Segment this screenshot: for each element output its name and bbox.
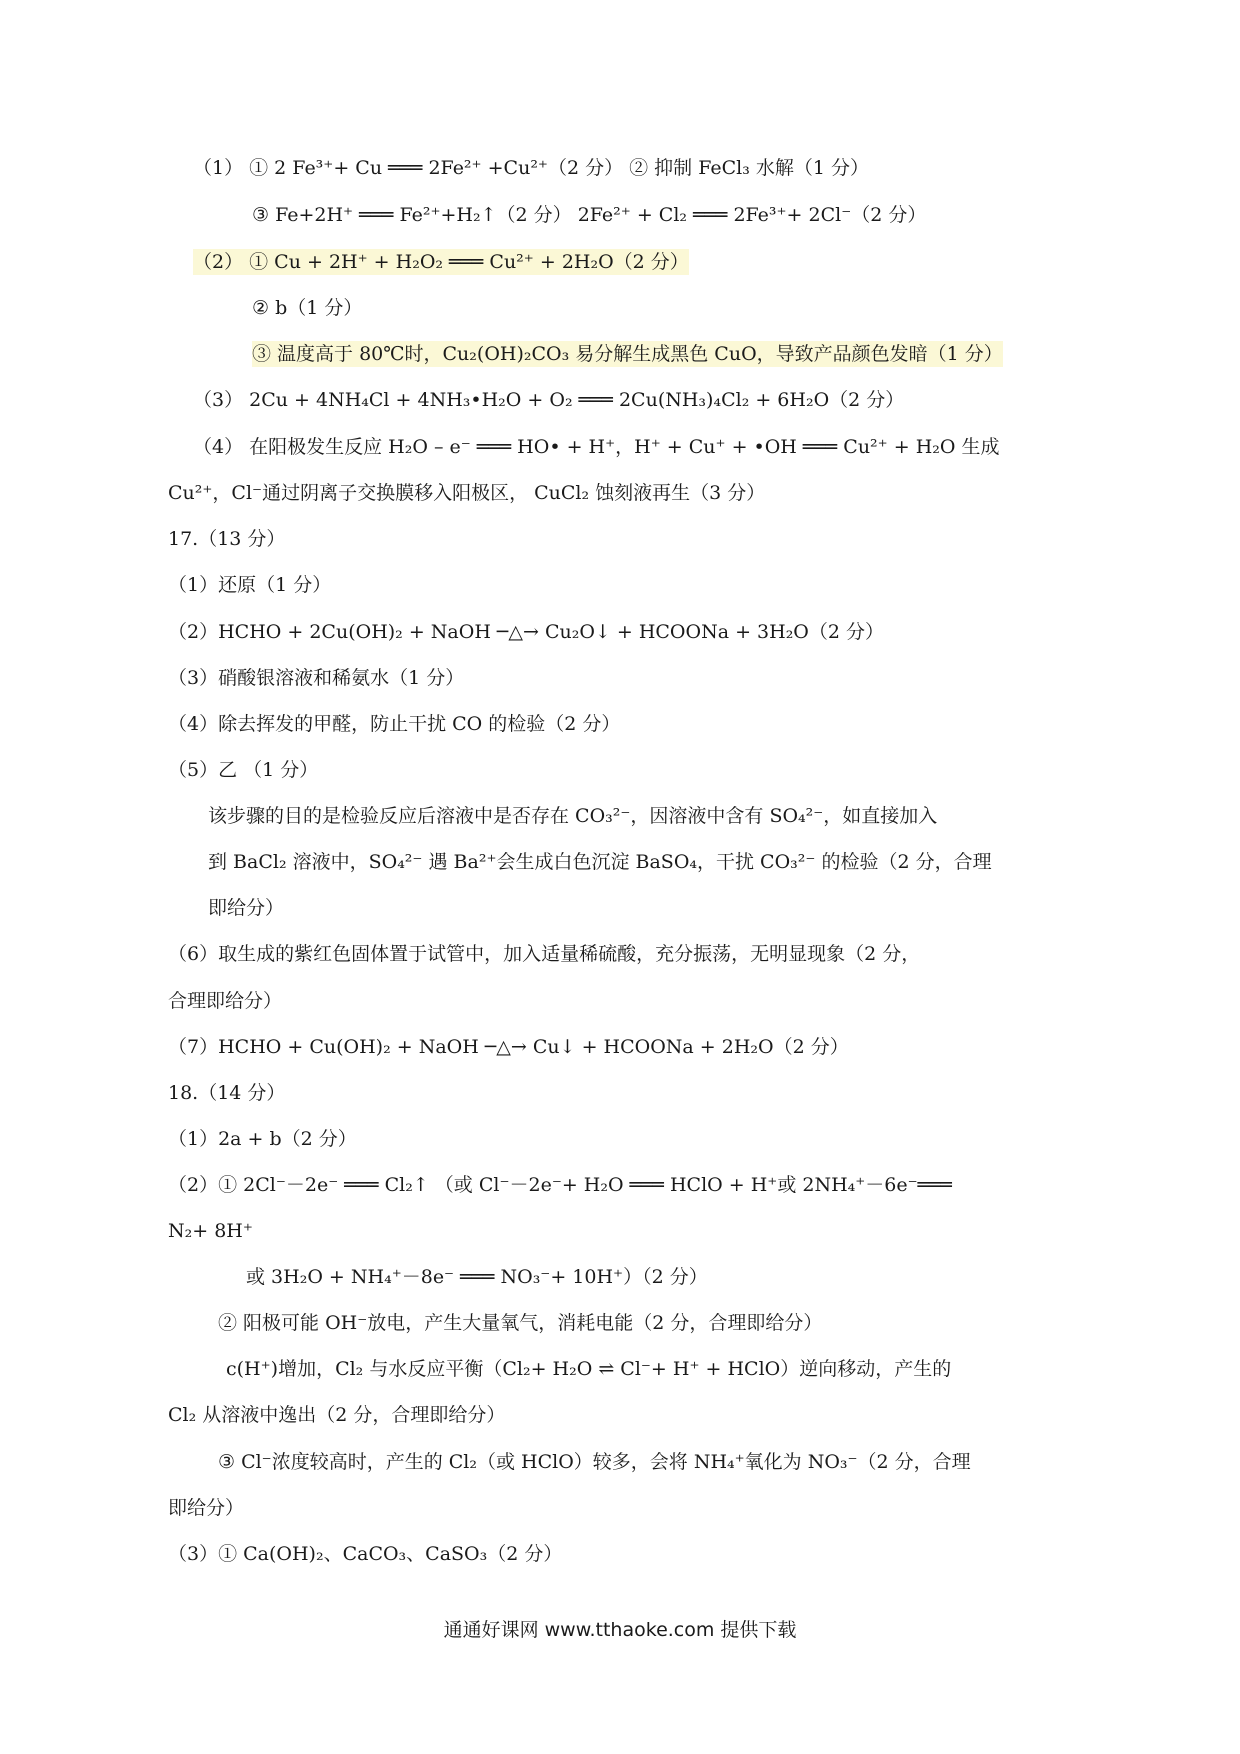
text-line-1: （1） ① 2 Fe³⁺+ Cu ═══ 2Fe²⁺ +Cu²⁺（2 分） ② 抑制 FeCl₃ 水解（1 分） — [193, 157, 869, 179]
text-line-29: ③ Cl⁻浓度较高时，产生的 Cl₂（或 HClO）较多，会将 NH₄⁺氧化为 NO₃⁻（2 分，合理 — [218, 1451, 971, 1473]
text-line-25: 或 3H₂O + NH₄⁺－8e⁻ ═══ NO₃⁻+ 10H⁺）（2 分） — [246, 1266, 708, 1288]
text-line-28: Cl₂ 从溶液中逸出（2 分，合理即给分） — [168, 1404, 506, 1426]
text-line-10: （1）还原（1 分） — [168, 574, 332, 596]
text-line-7: （4） 在阳极发生反应 H₂O – e⁻ ═══ HO• + H⁺，H⁺ + Cu⁺ + •OH ═══ Cu²⁺ + H₂O 生成 — [193, 436, 1000, 458]
text-line-17: 即给分） — [208, 897, 285, 919]
text-line-11: （2）HCHO + 2Cu(OH)₂ + NaOH ─△→ Cu₂O↓ + HCOONa + 3H₂O（2 分） — [168, 621, 885, 643]
text-line-6: （3） 2Cu + 4NH₄Cl + 4NH₃•H₂O + O₂ ═══ 2Cu(NH₃)₄Cl₂ + 6H₂O（2 分） — [193, 389, 905, 411]
text-line-21: 18.（14 分） — [168, 1082, 286, 1104]
text-line-3: （2） ① Cu + 2H⁺ + H₂O₂ ═══ Cu²⁺ + 2H₂O（2 分） — [193, 251, 689, 273]
text-line-12: （3）硝酸银溶液和稀氨水（1 分） — [168, 667, 465, 689]
text-line-4: ② b（1 分） — [252, 297, 363, 319]
text-line-22: （1）2a + b（2 分） — [168, 1128, 357, 1150]
text-line-15: 该步骤的目的是检验反应后溶液中是否存在 CO₃²⁻，因溶液中含有 SO₄²⁻，如直接加入 — [208, 805, 938, 827]
text-line-19: 合理即给分） — [168, 990, 283, 1012]
text-line-9: 17.（13 分） — [168, 528, 286, 550]
text-line-18: （6）取生成的紫红色固体置于试管中，加入适量稀硫酸，充分振荡，无明显现象（2 分， — [168, 943, 921, 965]
text-line-20: （7）HCHO + Cu(OH)₂ + NaOH ─△→ Cu↓ + HCOONa + 2H₂O（2 分） — [168, 1036, 849, 1058]
text-line-8: Cu²⁺，Cl⁻通过阴离子交换膜移入阳极区， CuCl₂ 蚀刻液再生（3 分） — [168, 482, 766, 504]
text-line-31: （3）① Ca(OH)₂、CaCO₃、CaSO₃（2 分） — [168, 1543, 563, 1565]
text-line-2: ③ Fe+2H⁺ ═══ Fe²⁺+H₂↑（2 分） 2Fe²⁺ + Cl₂ ═══ 2Fe³⁺+ 2Cl⁻（2 分） — [252, 204, 927, 226]
text-line-27: c(H⁺)增加，Cl₂ 与水反应平衡（Cl₂+ H₂O ⇌ Cl⁻+ H⁺ + HClO）逆向移动，产生的 — [226, 1358, 952, 1380]
text-line-5: ③ 温度高于 80℃时，Cu₂(OH)₂CO₃ 易分解生成黑色 CuO，导致产品颜色发暗（1 分） — [252, 343, 1003, 365]
text-line-13: （4）除去挥发的甲醛，防止干扰 CO 的检验（2 分） — [168, 713, 621, 735]
text-line-24: N₂+ 8H⁺ — [168, 1220, 253, 1242]
text-line-30: 即给分） — [168, 1497, 245, 1519]
text-line-26: ② 阳极可能 OH⁻放电，产生大量氧气，消耗电能（2 分，合理即给分） — [218, 1312, 823, 1334]
text-line-23: （2）① 2Cl⁻－2e⁻ ═══ Cl₂↑ （或 Cl⁻－2e⁻+ H₂O ═══ HClO + H⁺或 2NH₄⁺－6e⁻═══ — [168, 1174, 952, 1196]
text-line-14: （5）乙 （1 分） — [168, 759, 319, 781]
page-footer: 通通好课网 www.tthaoke.com 提供下载 — [443, 1619, 797, 1641]
text-line-16: 到 BaCl₂ 溶液中，SO₄²⁻ 遇 Ba²⁺会生成白色沉淀 BaSO₄，干扰 CO₃²⁻ 的检验（2 分，合理 — [208, 851, 992, 873]
